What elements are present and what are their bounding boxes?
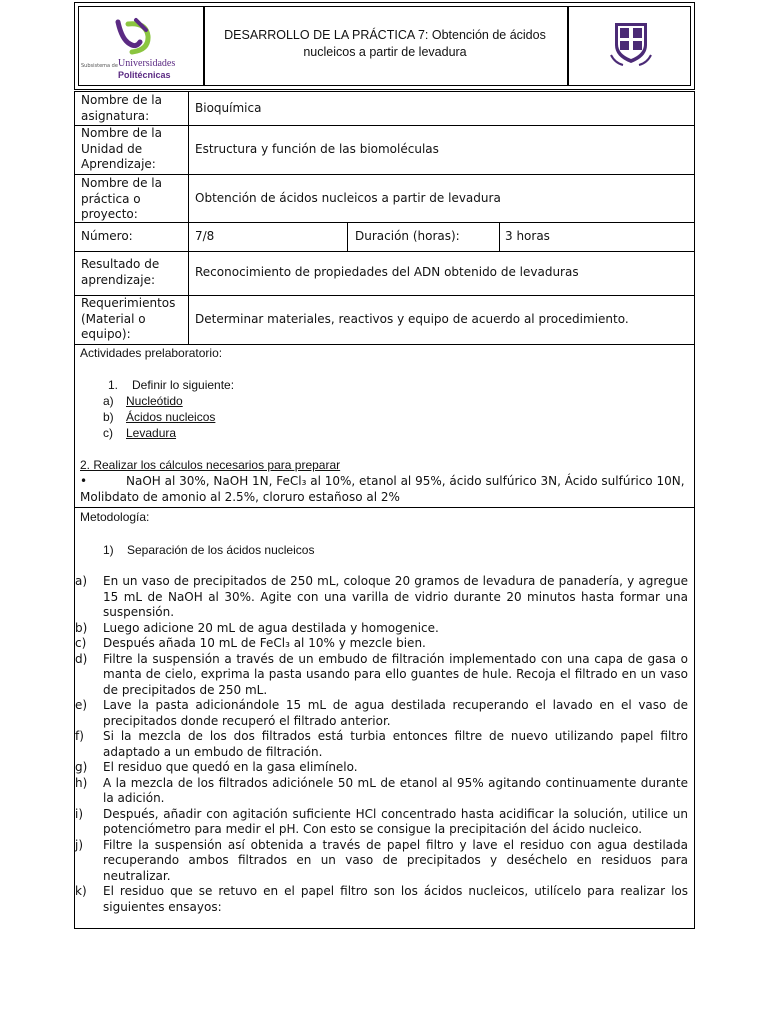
procedure-step — [52, 838, 688, 885]
metodologia-heading: Metodología: — [80, 510, 150, 524]
section-divider — [74, 507, 695, 508]
procedure-step — [52, 621, 688, 637]
step-mark: i) — [75, 806, 84, 821]
requerimientos-label: Requerimientos (Material o equipo): — [81, 296, 176, 341]
step-text: A la mezcla de los filtrados adiciónele 50 mL de etanol al 95% agitando continuamente durante la adición. — [103, 775, 688, 805]
page-title: DESARROLLO DE LA PRÁCTICA 7: Obtención de ácidos nucleicos a partir de levadura — [224, 28, 546, 59]
procedure-step — [52, 776, 688, 807]
practica-label: Nombre de la práctica o proyecto: — [81, 176, 162, 221]
step-text: Lave la pasta adicionándole 15 mL de agua destilada recuperando el lavado en el vaso de precipitados donde recuperó el filtrado anterior. — [103, 698, 688, 728]
procedure-steps — [52, 574, 688, 915]
prelab-heading: Actividades prelaboratorio: — [80, 346, 223, 360]
step-text: Después añada 10 mL de FeCl₃ al 10% y mezcle bien. — [103, 636, 426, 650]
step-text: El residuo que se retuvo en el papel filtro son los ácidos nucleicos, utilícelo para realizar los siguientes ensayos: — [103, 884, 688, 914]
prelab-item1-number: 1. — [108, 378, 119, 392]
duration-column-divider — [499, 222, 500, 251]
step-text: Después, añadir con agitación suficiente HCl concentrado hasta acidificar la solución, utilice un potenciómetro para medir el pH. Con esto se consigue la precipitación del ácido nucleico. — [103, 806, 688, 836]
def-mark: a) — [103, 394, 114, 408]
procedure-step — [52, 574, 688, 621]
row-divider — [74, 174, 695, 175]
step-text: Filtre la suspensión así obtenida a través de papel filtro y lave el residuo con agua destilada recuperando ambos filtrados en un vaso de precipitados y deséchelo en residuos para neutralizar. — [103, 837, 688, 883]
step-mark: b) — [75, 620, 88, 635]
logo-brand-bottom: Politécnicas — [118, 70, 171, 80]
duracion-label: Duración (horas): — [355, 229, 460, 243]
requerimientos-value: Determinar materiales, reactivos y equipo de acuerdo al procedimiento. — [195, 312, 629, 326]
def-levadura: Levadura — [126, 426, 177, 440]
unidad-value: Estructura y función de las biomoléculas — [195, 142, 439, 156]
logo-brand-top: Universidades — [118, 58, 176, 69]
numero-value: 7/8 — [195, 229, 215, 243]
step-mark: h) — [75, 775, 88, 790]
metodologia-sub-number: 1) — [103, 543, 114, 557]
duracion-value: 3 horas — [505, 229, 550, 243]
step-mark: g) — [75, 760, 88, 774]
step-text: Luego adicione 20 mL de agua destilada y homogenice. — [103, 620, 439, 635]
logo-small-text: Subsistema de — [81, 63, 118, 69]
step-text: Filtre la suspensión a través de un embudo de filtración implementado con una capa de gasa o manta de cielo, exprima la pasta usando para ello guantes de hule. Recoja el filtrado en un vaso de precipitados de 250 mL. — [103, 651, 688, 697]
procedure-step — [52, 884, 688, 915]
prelab-item2: 2. Realizar los cálculos necesarios para preparar — [80, 458, 341, 472]
number-column-divider — [347, 222, 348, 251]
resultado-value: Reconocimiento de propiedades del ADN obtenido de levaduras — [195, 265, 579, 279]
def-mark: b) — [103, 410, 114, 424]
def-acidos-nucleicos: Ácidos nucleicos — [126, 410, 216, 424]
asignatura-value: Bioquímica — [195, 101, 262, 115]
crest-top-text: UNIVERSIDAD — [618, 12, 644, 16]
step-mark: j) — [75, 837, 84, 852]
procedure-step — [52, 760, 688, 776]
metodologia-sub-title: Separación de los ácidos nucleicos — [127, 543, 315, 557]
step-mark: a) — [75, 574, 88, 588]
asignatura-label: Nombre de la asignatura: — [81, 93, 162, 123]
unidad-label: Nombre de la Unidad de Aprendizaje: — [81, 126, 162, 171]
def-nucleotido: Nucleótido — [126, 394, 183, 408]
step-mark: d) — [75, 651, 88, 666]
row-divider — [74, 251, 695, 252]
procedure-step — [52, 807, 688, 838]
bullet-dot: • — [80, 474, 88, 488]
step-mark: f) — [75, 729, 84, 743]
resultado-label: Resultado de aprendizaje: — [81, 257, 160, 287]
procedure-step — [52, 636, 688, 652]
row-divider — [74, 344, 695, 345]
university-crest-logo — [609, 11, 653, 67]
def-mark: c) — [103, 426, 113, 440]
practica-value: Obtención de ácidos nucleicos a partir de levadura — [195, 191, 501, 205]
numero-label: Número: — [81, 229, 133, 243]
prelab-item1-text: Definir lo siguiente: — [132, 378, 235, 392]
step-mark: c) — [75, 636, 87, 650]
procedure-step — [52, 652, 688, 699]
procedure-step — [52, 698, 688, 729]
label-column-divider — [188, 91, 189, 344]
step-text: Si la mezcla de los dos filtrados está turbia entonces filtre de nuevo utilizando papel filtro adaptado a un embudo de filtración. — [103, 729, 688, 759]
reagents-list: NaOH al 30%, NaOH 1N, FeCl₃ al 10%, etanol al 95%, ácido sulfúrico 3N, Ácido sulfúrico 10N, Molibdato de amonio al 2.5%, cloruro estañoso al 2% — [80, 474, 685, 504]
step-mark: k) — [75, 884, 87, 898]
procedure-step — [52, 729, 688, 760]
step-mark: e) — [75, 698, 88, 712]
step-text: En un vaso de precipitados de 250 mL, coloque 20 gramos de levadura de panadería, y agregue 15 mL de NaOH al 30%. Agite con una varilla de vidrio durante 20 minutos hasta formar una suspensión. — [103, 574, 688, 619]
universidades-politecnicas-logo — [112, 16, 156, 56]
step-text: El residuo que quedó en la gasa elimínelo. — [103, 760, 358, 774]
